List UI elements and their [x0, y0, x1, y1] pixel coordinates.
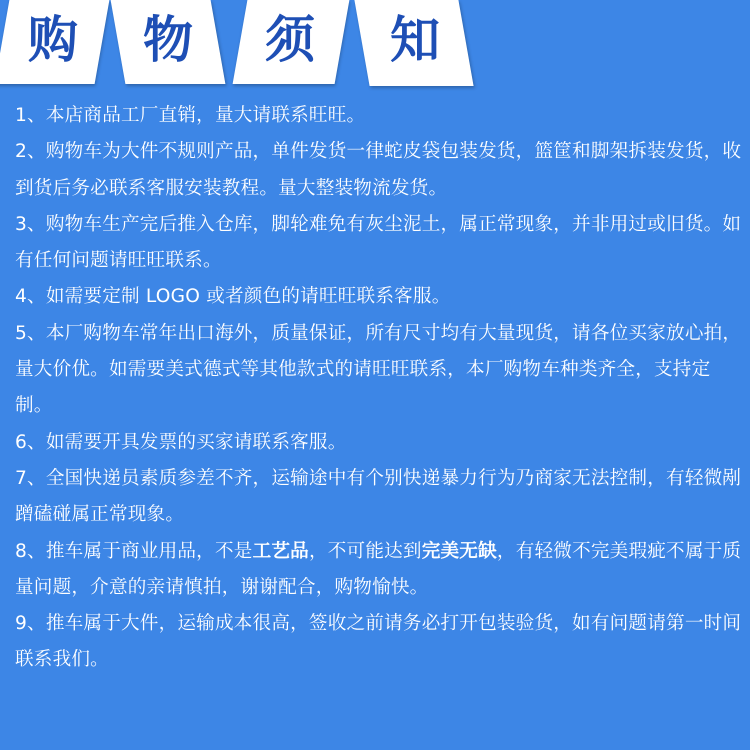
notice-item-6: 6、如需要开具发票的买家请联系客服。: [15, 431, 347, 453]
notice-item-4: 4、如需要定制 LOGO 或者颜色的请旺旺联系客服。: [15, 286, 451, 308]
notice-item-2: 2、购物车为大件不规则产品，单件发货一律蛇皮袋包装发货，篮筐和脚架拆装发货，收到货后务必联系客服安装教程。量大整装物流发货。: [15, 141, 742, 199]
notice-item-8-emphasis-1: 工艺品: [252, 540, 309, 562]
notice-item-8-emphasis-2: 完美无缺: [421, 540, 497, 562]
notice-item-8: [15, 534, 743, 607]
title-char-3: 须: [265, 11, 315, 69]
notice-list: [15, 98, 743, 679]
notice-item-7: 7、全国快递员素质参差不齐，运输途中有个别快递暴力行为乃商家无法控制，有轻微剐蹭磕碰属正常现象。: [15, 467, 742, 526]
title-char-1: 购: [28, 11, 78, 69]
notice-item-5: 5、本厂购物车常年出口海外，质量保证，所有尺寸均有大量现货，请各位买家放心拍，量大价优。如需要美式德式等其他款式的请旺旺联系，本厂购物车种类齐全，支持定制。: [15, 322, 742, 417]
notice-item-8-part2: ，不可能达到: [308, 540, 422, 562]
title-char-4: 知: [390, 11, 440, 69]
notice-item-1: 1、本店商品工厂直销，量大请联系旺旺。: [15, 105, 366, 126]
notice-item-8-part1: 8、推车属于商业用品，不是: [15, 540, 253, 562]
title-banner: [0, 0, 750, 96]
notice-item-3: 3、购物车生产完后推入仓库，脚轮难免有灰尘泥土，属正常现象，并非用过或旧货。如有任何问题请旺旺联系。: [15, 213, 742, 272]
notice-item-9: 9、推车属于大件，运输成本很高，签收之前请务必打开包装验货，如有问题请第一时间联系我们。: [15, 613, 742, 671]
title-char-2: 物: [143, 11, 193, 69]
notice-item-8-part3: ，有轻微不完美瑕疵不属于质量问题，介意的亲请慎拍，谢谢配合，购物愉快。: [15, 540, 742, 598]
